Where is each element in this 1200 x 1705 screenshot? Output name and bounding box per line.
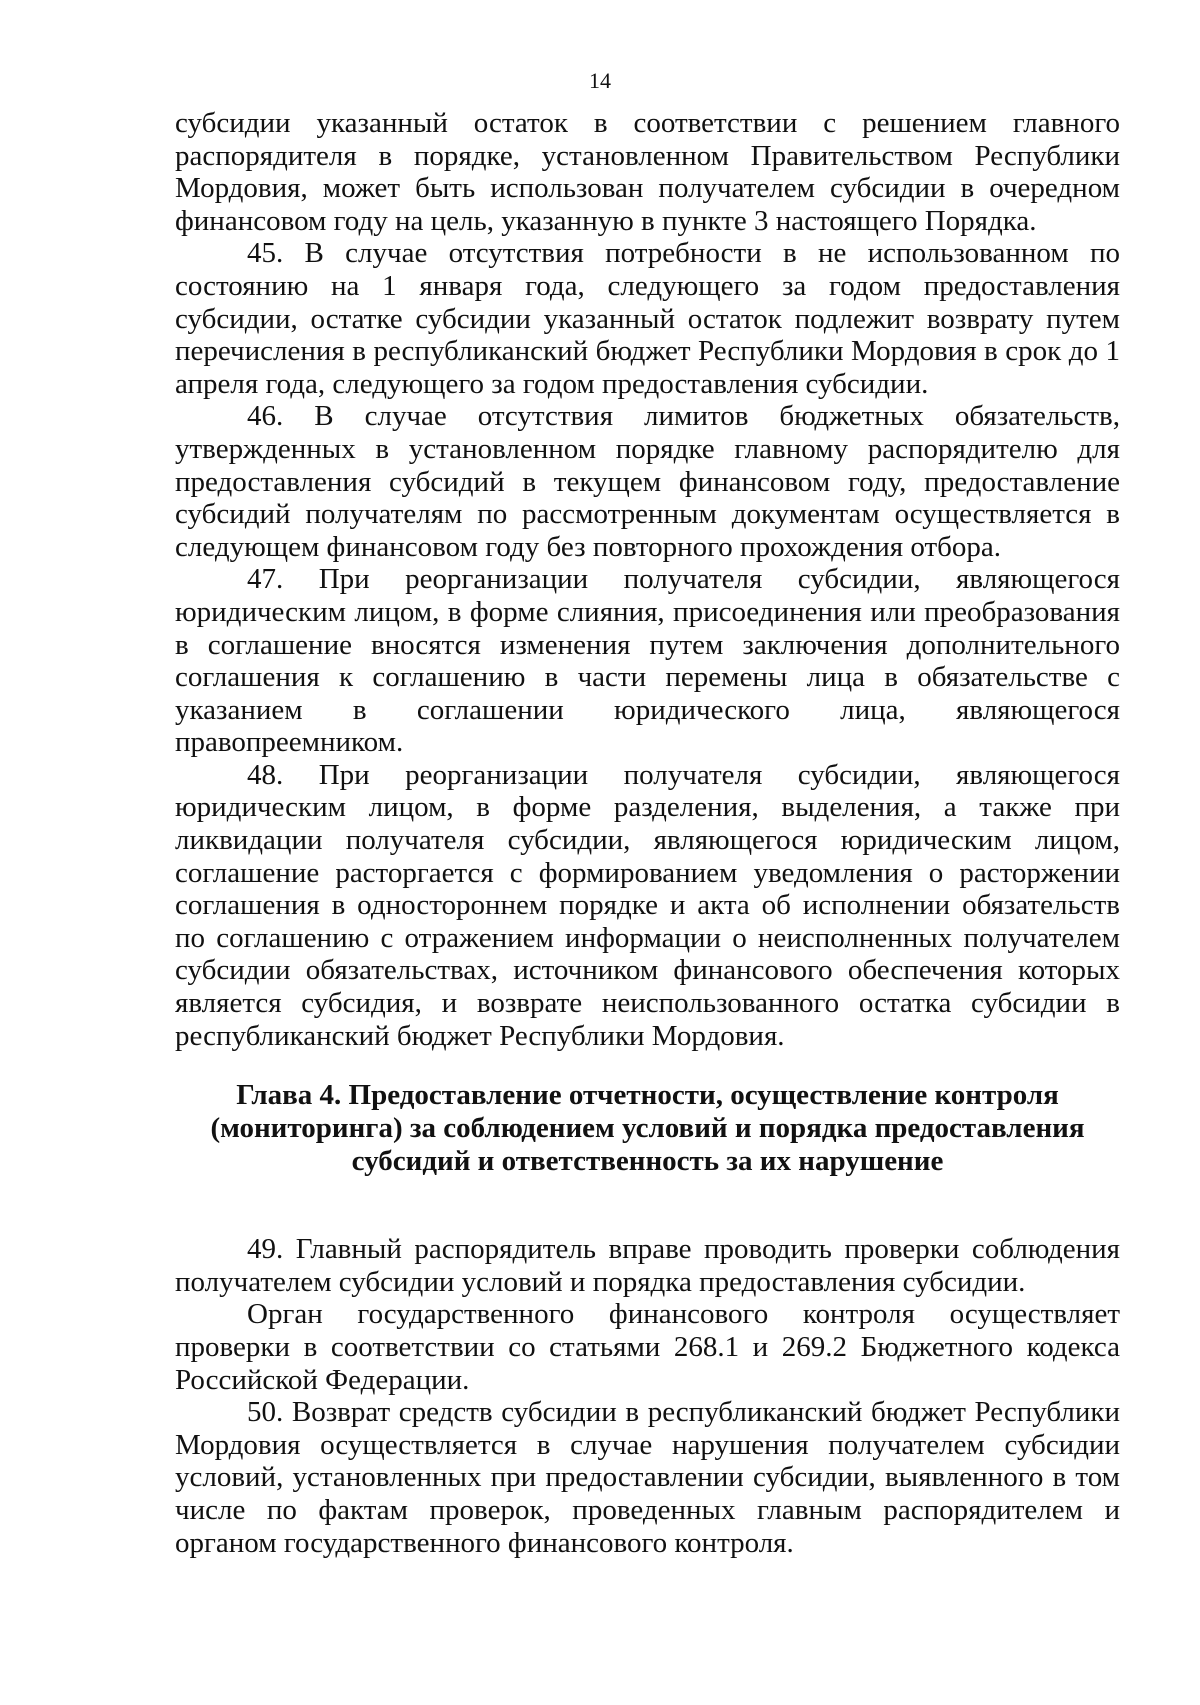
document-body [175,107,1120,1559]
chapter-heading-line-2: (мониторинга) за соблюдением условий и порядка предоставления [210,1112,1085,1145]
chapter-heading-line-3: субсидий и ответственность за их нарушение [351,1145,944,1178]
chapter-heading [175,1079,1120,1233]
paragraph-48: 48. При реорганизации получателя субсидии, являющегося юридическим лицом, в форме разделения, выделения, а также при ликвидации получателя субсидии, являющегося юридическим лицом, соглашение расторгается с формированием уведомления о расторжении соглашения в одностороннем порядке и акта об исполнении обязательств по соглашению с отражением информации о неисполненных получателем субсидии обязательствах, источником финансового обеспечения которых является субсидия, и возврате неиспользованного остатка субсидии в республиканский бюджет Республики Мордовия. [175,758,1120,1052]
paragraph-46: 46. В случае отсутствия лимитов бюджетных обязательств, утвержденных в установленном порядке главному распорядителю для предоставления субсидий в текущем финансовом году, предоставление субсидий получателям по рассмотренным документам осуществляется в следующем финансовом году без повторного прохождения отбора. [175,400,1120,563]
paragraph-49: 49. Главный распорядитель вправе проводить проверки соблюдения получателем субсидии условий и порядка предоставления субсидии. [175,1233,1120,1298]
page-number: 14 [589,68,611,93]
paragraph-47: 47. При реорганизации получателя субсидии, являющегося юридическим лицом, в форме слияния, присоединения или преобразования в соглашение вносятся изменения путем заключения дополнительного соглашения к соглашению в части перемены лица в обязательстве с указанием в соглашении юридического лица, являющегося правопреемником. [175,563,1120,759]
paragraph-50: 50. Возврат средств субсидии в республиканский бюджет Республики Мордовия осуществляется в случае нарушения получателем субсидии условий, установленных при предоставлении субсидии, выявленного в том числе по фактам проверок, проведенных главным распорядителем и органом государственного финансового контроля. [175,1396,1120,1559]
paragraph-continuation: субсидии указанный остаток в соответствии с решением главного распорядителя в порядке, установленном Правительством Республики Мордовия, может быть использован получателем субсидии в очередном финансовом году на цель, указанную в пункте 3 настоящего Порядка. [175,107,1120,237]
chapter-heading-line-1: Глава 4. Предоставление отчетности, осуществление контроля [236,1079,1059,1112]
paragraph-49-control: Орган государственного финансового контроля осуществляет проверки в соответствии со статьями 268.1 и 269.2 Бюджетного кодекса Российской Федерации. [175,1298,1120,1396]
paragraph-45: 45. В случае отсутствия потребности в не использованном по состоянию на 1 января года, следующего за годом предоставления субсидии, остатке субсидии указанный остаток подлежит возврату путем перечисления в республиканский бюджет Республики Мордовия в срок до 1 апреля года, следующего за годом предоставления субсидии. [175,237,1120,400]
